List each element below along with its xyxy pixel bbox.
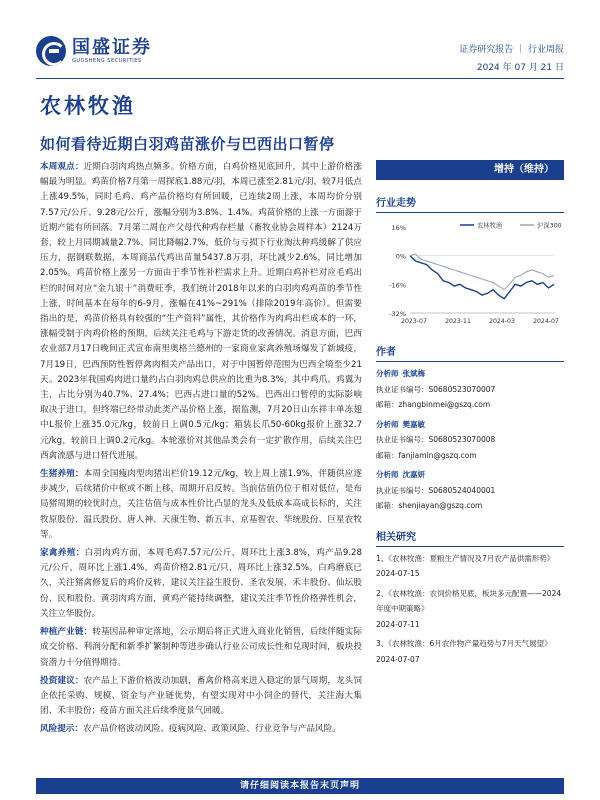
industry-name: 农林牧渔 [40, 93, 136, 118]
section-key: 本周观点： [40, 162, 84, 172]
section-key: 风险提示： [40, 724, 83, 735]
cert-label: 执业证书编号： [376, 435, 429, 444]
x-tick-label: 2023-07 [401, 318, 427, 325]
email-label: 邮箱： [376, 450, 399, 460]
section-text: 农产品价格波动风险、疫病风险、政策风险、行业竞争与产品风险。 [82, 724, 341, 735]
section-text: 农产品上下游价格波动加剧，畜禽价格高来进入稳定的景气周期，龙头饲企依托采购、规模、资金与产业链优势，有望实现对中小饲企的替代，关注海大集团、禾丰股份；疫苗方面关注后续季度景气回暖。 [40, 675, 362, 717]
section-hog [40, 467, 362, 543]
y-tick-label: -16% [389, 281, 406, 290]
email-label: 邮箱： [376, 400, 399, 409]
company-logo [36, 36, 152, 66]
main-content [40, 160, 362, 741]
section-text: 本周全国瘦肉型肉猪出栏价19.12元/kg，较上周上涨1.9%，伴随供应逐步减少，后续猪价中枢或不断上移，周期开启反转。当前估值仍位于相对低位，是布局猪周期的较优时点，关注估值与成本性价比凸显的龙头及低成本高成长标的，关注牧原股份、温氏股份、唐人神、天康生物、新五丰、京基智农、华统股份、巨星农牧等。 [40, 469, 362, 540]
related-report[interactable] [376, 551, 564, 582]
related-report-date: 2024-07-15 [376, 569, 420, 578]
section-text: 转基因品种审定落地，公示期后将正式进入商业化销售，后续伴随实际成交价格、利润分配和新季扩繁制种等进步确认行业公司成长性和兑现时间，板块投资潜力十分值得期待。 [40, 627, 362, 668]
cert-label: 执业证书编号： [376, 384, 429, 394]
analyst-email[interactable]: shenjiayan@gszq.com [398, 501, 483, 510]
y-tick-label: -32% [389, 310, 406, 318]
legend-label: 沪深300 [537, 222, 562, 230]
related-title: 相关研究 [376, 528, 564, 547]
trend-chart-svg [376, 217, 564, 329]
logo-icon [36, 36, 66, 66]
section-key: 种植产业链： [40, 627, 93, 638]
analyst-card [376, 417, 564, 464]
analyst-card [376, 366, 564, 413]
related-report[interactable] [376, 636, 564, 667]
section-key: 投资建议： [40, 675, 84, 686]
trend-title: 行业走势 [376, 194, 564, 213]
section-planting [40, 625, 362, 671]
section-key: 生猪养殖： [40, 469, 84, 480]
report-title: 如何看待近期白羽鸡苗涨价与巴西出口暂停 [40, 135, 335, 153]
analyst-name: 张斌梅 [402, 369, 425, 378]
analyst-name: 樊嘉敏 [402, 419, 425, 429]
section-text: 近期白羽肉鸡热点频多。价格方面，白鸡价格见底回升，其中上游价格涨幅最为明显。鸡苗价格7月第一周探底1.88元/羽，本周已涨至2.81元/羽，较7月低点上涨49.5%，同时毛鸡、鸡产品价格均有所回暖，已连续2周上涨，本周均价分别7.57元/公斤、9.28元/公斤，涨幅分别为3.8%、1.4%。鸡苗价格的上涨一方面源于近期产能有所回落。7月第二周在产父母代种鸡存栏量（畜牧业协会周样本）2124万套，较上月同期减量2.7%、同比降幅2.7%，低价与亏损下行业淘汰种鸡缓解了供应压力，据钢联数据，本周商品代鸡出苗量5437.8万羽，环比减少2.6%，同比增加2.05%。鸡苗价格上涨另一方面由于季节性补栏需求上升。近期白鸡补栏对应毛鸡出栏的时间对应“金九银十”消费旺季，我们统计2018年以来的白羽肉鸡鸡苗的季节性上涨，时间基本在每年的6-9月，涨幅在41%~291%（排除2019年高价）。但需要指出的是，鸡苗价格具有较强的“生产资料”属性，其价格作为肉鸡出栏成本的一环，涨幅受制于肉鸡价格的预期，后续关注毛鸡与下游走货的改善情况。消息方面，巴西农业部7月17日晚间正式宣布南里奥格兰德州的一家商业家禽养殖场爆发了新城疫，7月19日，巴西预防性暂停禽肉相关产品出口，对于中国暂停范围为巴西全境至少21天。2023年我国鸡肉进口量约占白羽肉鸡总供应的比重为8.3%，其中鸡爪、鸡翼为主，占比分别为40.7%、27.4%；巴西占进口量的52%。巴西出口暂停的实际影响取决于进口，但终端已经带动此类产品价格上涨，据监测，7月20日山东祥丰单冻翅中L报价上涨35.0元/kg，较前日上调0.5元/kg；箱装长爪50-60kg报价上涨32.7元/kg，较前日上调0.2元/kg。本轮涨价对其他品类会有一定扩散作用，后续关注巴西禽流感与进口替代进展。 [40, 162, 362, 461]
analyst-role: 分析师 [376, 369, 399, 378]
analyst-role: 分析师 [376, 470, 399, 479]
section-risk [40, 722, 362, 737]
rating-badge: 增持（维持） [376, 160, 564, 180]
report-type: 证券研究报告 ｜ 行业周报 [459, 45, 564, 55]
analyst-name: 沈嘉妍 [402, 470, 425, 479]
related-report-title: 3、《农林牧渔：6月农作物产量趋势与7月天气展望》 [376, 639, 552, 648]
related-report[interactable] [376, 586, 564, 633]
footer-disclaimer: 请仔细阅读本报告末页声明 [36, 778, 564, 794]
section-text: 白羽肉鸡方面，本周毛鸡7.57元/公斤，周环比上涨3.8%，鸡产品9.28元/公斤，周环比上涨1.4%，鸡苗价格2.81元/只，周环比上涨32.5%。白鸡磨底已久，关注猪禽修复后的鸡价反转，建议关注益生股份、圣农发展、禾丰股份、仙坛股份、民和股份。黄羽肉鸡方面，黄鸡产能持续调整，建议关注季节性价格弹性机会，关注立华股份。 [40, 548, 362, 619]
analyst-card [376, 467, 564, 514]
y-tick-label: 0% [395, 252, 406, 261]
related-report-title: 2、《农林牧渔：农饲价格见底，板块多元配置——2024年度中期策略》 [376, 588, 562, 613]
cert-number: S0680523070008 [428, 435, 496, 444]
cert-number: S0680524040001 [428, 485, 496, 495]
cert-label: 执业证书编号： [376, 485, 429, 495]
y-tick-label: 16% [391, 224, 406, 232]
section-investment [40, 674, 362, 720]
section-key: 家禽养殖： [40, 548, 85, 559]
section-weekly-view [40, 160, 362, 464]
report-date: 2024 年 07 月 21 日 [476, 63, 564, 73]
x-tick-label: 2024-03 [489, 318, 515, 325]
logo-name-en: GUOSHENG SECURITIES [72, 58, 142, 64]
related-report-title: 1、《农林牧渔：夏粮生产情况及7月农产品供需形势》 [376, 553, 555, 563]
analyst-role: 分析师 [376, 419, 399, 429]
legend-label: 农林牧渔 [477, 222, 503, 230]
x-tick-label: 2024-07 [533, 318, 559, 325]
report-header [36, 36, 564, 76]
analyst-email[interactable]: zhangbinmei@gszq.com [398, 400, 491, 409]
email-label: 邮箱： [376, 501, 399, 510]
trend-chart [376, 217, 564, 329]
cert-number: S0680523070007 [428, 384, 496, 394]
series-line [410, 254, 554, 290]
header-divider [36, 78, 564, 79]
authors-title: 作者 [376, 343, 564, 362]
related-report-date: 2024-07-11 [376, 619, 420, 629]
related-report-date: 2024-07-07 [376, 654, 420, 664]
x-tick-label: 2023-11 [445, 318, 471, 325]
section-poultry [40, 546, 362, 622]
logo-name-cn: 国盛证券 [72, 37, 152, 58]
sidebar [376, 160, 564, 671]
analyst-email[interactable]: fanjiamin@gszq.com [398, 450, 477, 460]
